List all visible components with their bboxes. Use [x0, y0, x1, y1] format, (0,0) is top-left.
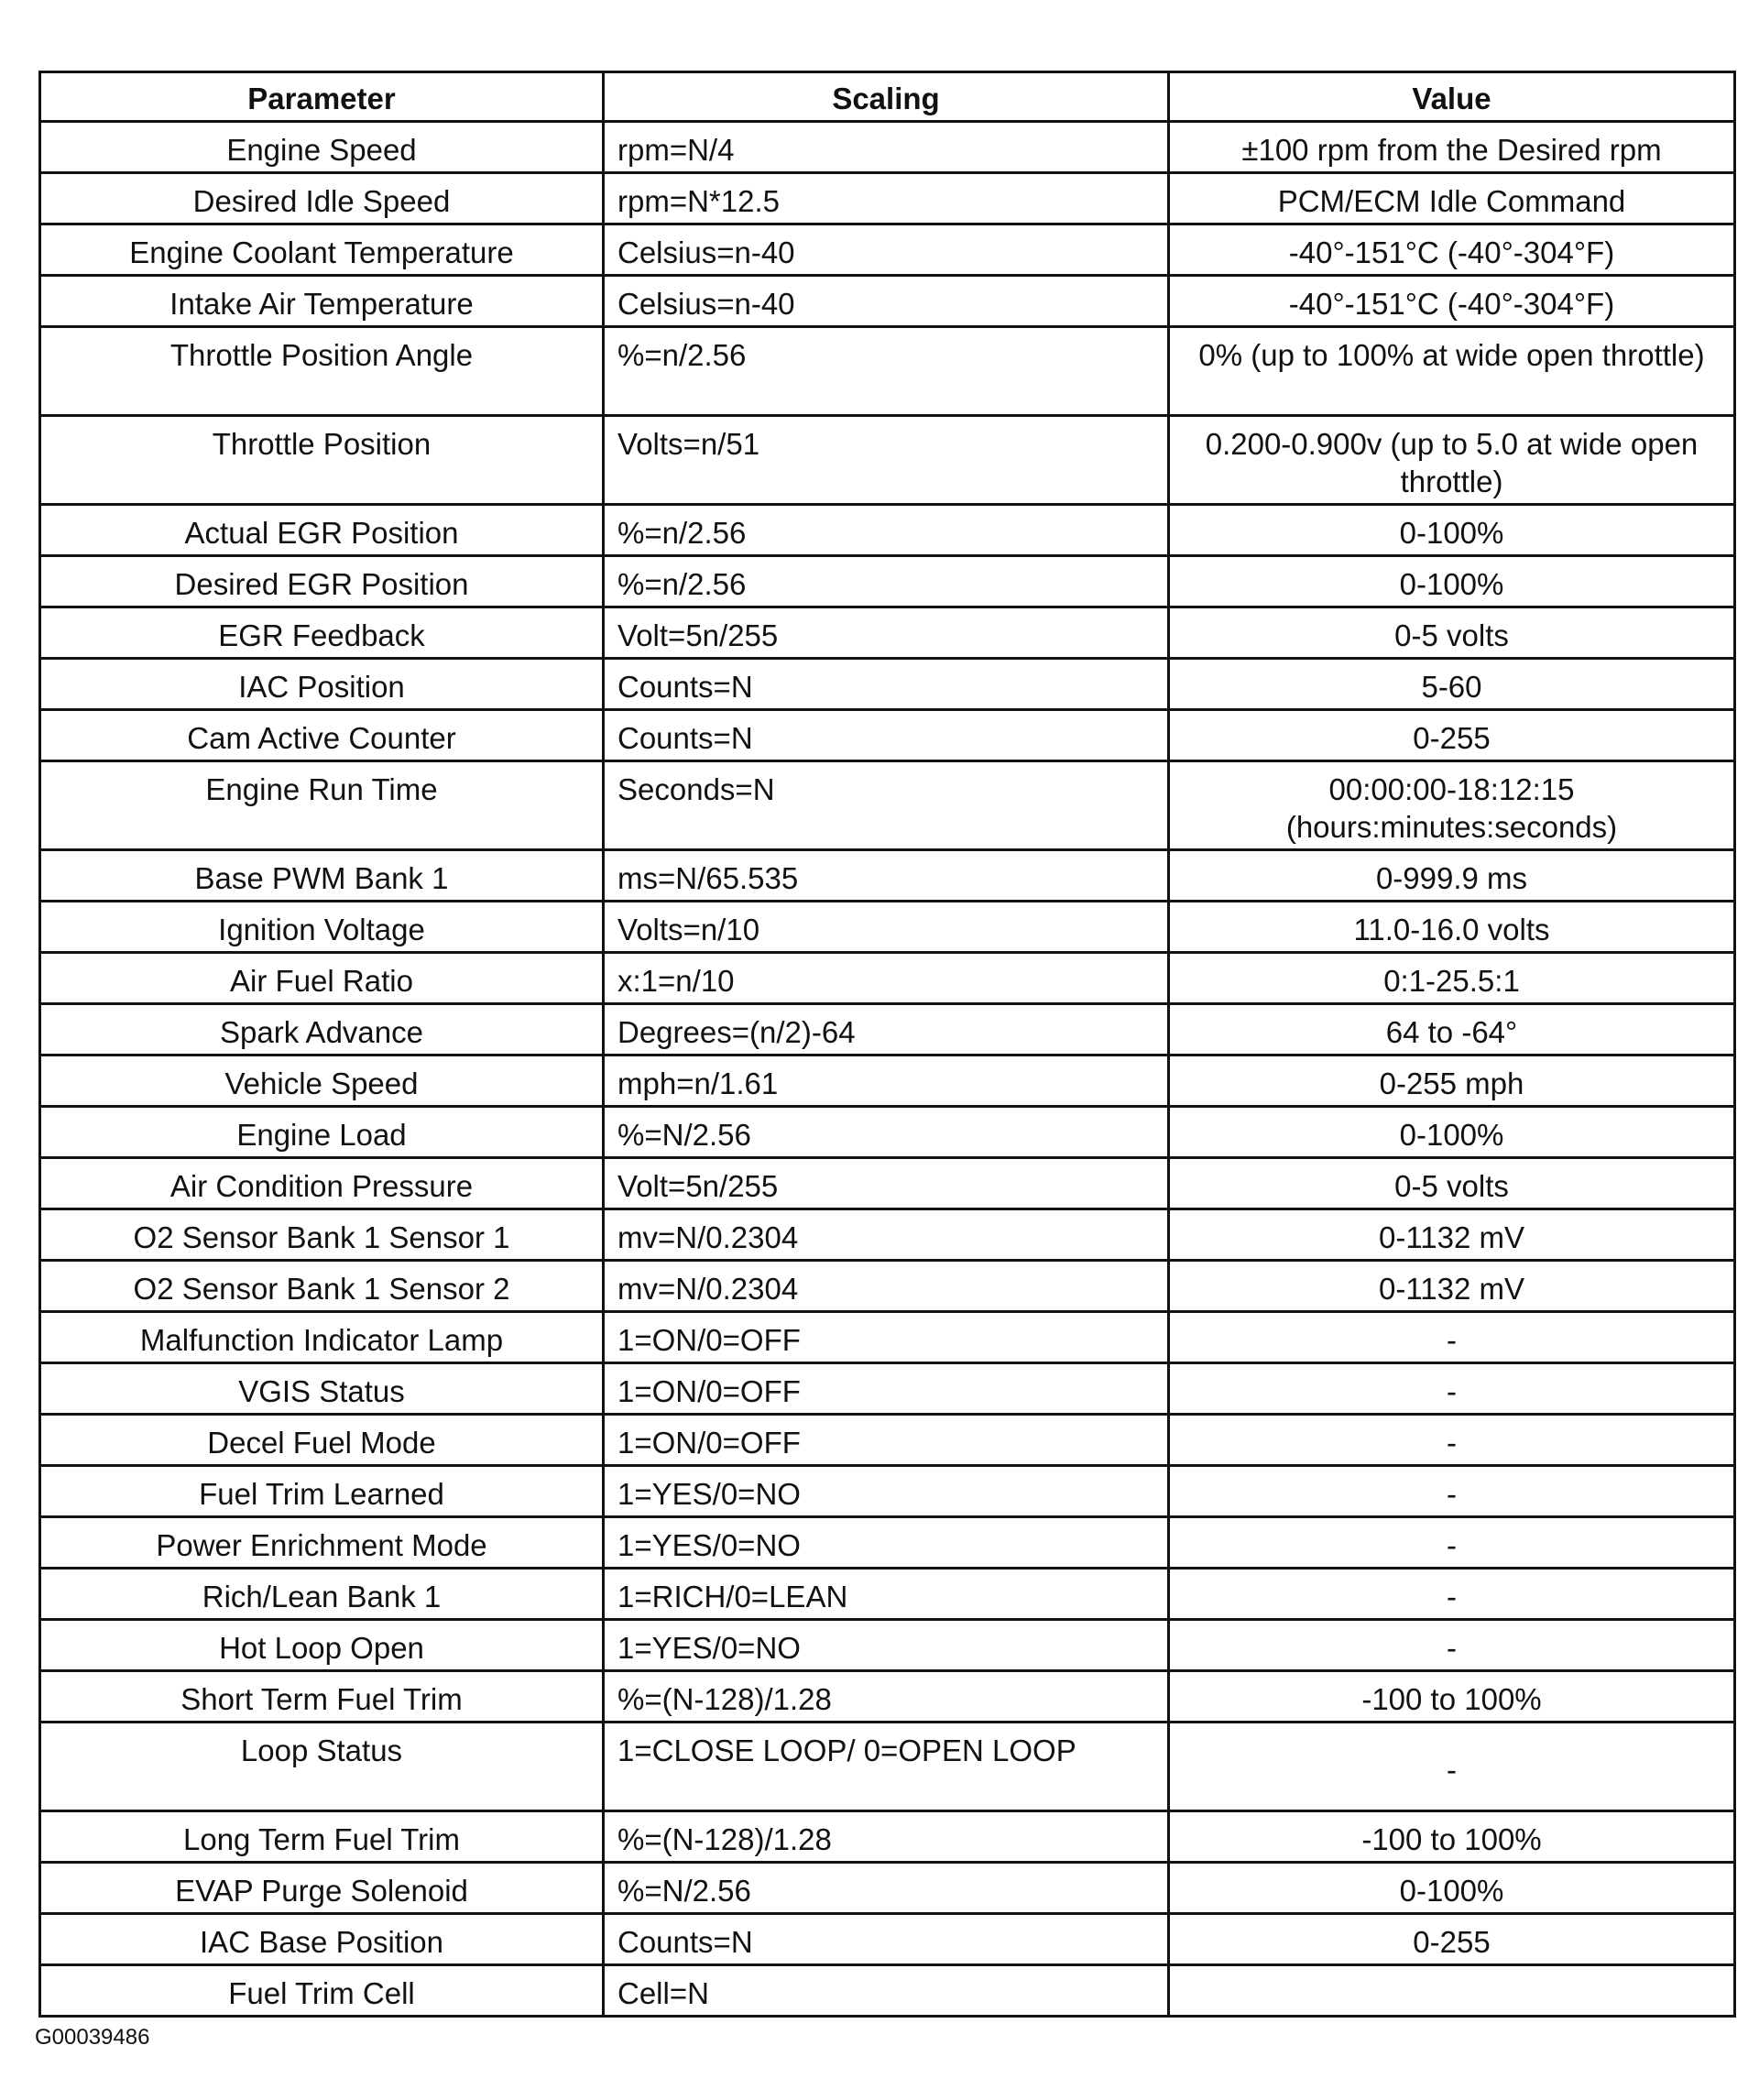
cell-parameter: Loop Status: [40, 1723, 604, 1811]
cell-value: 0-1132 mV: [1169, 1261, 1735, 1312]
cell-scaling: %=n/2.56: [604, 505, 1169, 556]
table-row: [40, 1004, 1735, 1055]
table-row: [40, 1158, 1735, 1209]
header-scaling: Scaling: [604, 72, 1169, 122]
table-row: [40, 902, 1735, 953]
cell-parameter: Engine Run Time: [40, 761, 604, 850]
cell-parameter: Base PWM Bank 1: [40, 850, 604, 902]
cell-parameter: Long Term Fuel Trim: [40, 1811, 604, 1863]
cell-value: -: [1169, 1620, 1735, 1671]
table-row: [40, 556, 1735, 607]
table-row: [40, 224, 1735, 276]
cell-value: 0-1132 mV: [1169, 1209, 1735, 1261]
cell-parameter: Desired Idle Speed: [40, 173, 604, 224]
cell-value: 5-60: [1169, 659, 1735, 710]
cell-value: 0% (up to 100% at wide open throttle): [1169, 327, 1735, 416]
cell-value: [1169, 1965, 1735, 2017]
table-row: [40, 1863, 1735, 1914]
cell-parameter: Fuel Trim Cell: [40, 1965, 604, 2017]
table-row: [40, 1723, 1735, 1811]
cell-scaling: ms=N/65.535: [604, 850, 1169, 902]
cell-scaling: 1=ON/0=OFF: [604, 1415, 1169, 1466]
cell-value: ±100 rpm from the Desired rpm: [1169, 122, 1735, 173]
cell-scaling: mph=n/1.61: [604, 1055, 1169, 1107]
cell-parameter: Rich/Lean Bank 1: [40, 1569, 604, 1620]
cell-scaling: Counts=N: [604, 1914, 1169, 1965]
cell-parameter: VGIS Status: [40, 1363, 604, 1415]
cell-scaling: mv=N/0.2304: [604, 1209, 1169, 1261]
table-row: [40, 1914, 1735, 1965]
cell-value: PCM/ECM Idle Command: [1169, 173, 1735, 224]
cell-parameter: O2 Sensor Bank 1 Sensor 1: [40, 1209, 604, 1261]
cell-value: -: [1169, 1517, 1735, 1569]
cell-value: 11.0-16.0 volts: [1169, 902, 1735, 953]
cell-scaling: Counts=N: [604, 710, 1169, 761]
cell-parameter: Throttle Position Angle: [40, 327, 604, 416]
cell-value: 0-100%: [1169, 505, 1735, 556]
table-row: [40, 122, 1735, 173]
table-row: [40, 761, 1735, 850]
table-row: [40, 1209, 1735, 1261]
cell-scaling: Volts=n/51: [604, 416, 1169, 505]
cell-value: 0-100%: [1169, 1107, 1735, 1158]
cell-scaling: mv=N/0.2304: [604, 1261, 1169, 1312]
table-row: [40, 173, 1735, 224]
cell-parameter: Throttle Position: [40, 416, 604, 505]
cell-parameter: IAC Base Position: [40, 1914, 604, 1965]
cell-scaling: Volt=5n/255: [604, 607, 1169, 659]
table-row: [40, 416, 1735, 505]
cell-value: 64 to -64°: [1169, 1004, 1735, 1055]
table-row: [40, 1415, 1735, 1466]
cell-parameter: Malfunction Indicator Lamp: [40, 1312, 604, 1363]
cell-parameter: Short Term Fuel Trim: [40, 1671, 604, 1723]
table-row: [40, 1261, 1735, 1312]
table-row: [40, 953, 1735, 1004]
table-row: [40, 1620, 1735, 1671]
cell-value: -40°-151°C (-40°-304°F): [1169, 276, 1735, 327]
cell-value: 0-5 volts: [1169, 1158, 1735, 1209]
table-row: [40, 1671, 1735, 1723]
cell-parameter: Engine Speed: [40, 122, 604, 173]
cell-value: -100 to 100%: [1169, 1671, 1735, 1723]
cell-parameter: EVAP Purge Solenoid: [40, 1863, 604, 1914]
cell-scaling: Degrees=(n/2)-64: [604, 1004, 1169, 1055]
cell-scaling: Celsius=n-40: [604, 276, 1169, 327]
table-row: [40, 1055, 1735, 1107]
cell-scaling: Seconds=N: [604, 761, 1169, 850]
cell-value: -: [1169, 1363, 1735, 1415]
cell-scaling: x:1=n/10: [604, 953, 1169, 1004]
cell-scaling: 1=RICH/0=LEAN: [604, 1569, 1169, 1620]
cell-parameter: Air Condition Pressure: [40, 1158, 604, 1209]
cell-value: 0-100%: [1169, 1863, 1735, 1914]
cell-value: -: [1169, 1466, 1735, 1517]
cell-parameter: Engine Coolant Temperature: [40, 224, 604, 276]
header-parameter: Parameter: [40, 72, 604, 122]
parameter-table: [38, 71, 1736, 2018]
table-row: [40, 327, 1735, 416]
cell-parameter: Hot Loop Open: [40, 1620, 604, 1671]
table-header-row: [40, 72, 1735, 122]
table-row: [40, 1517, 1735, 1569]
cell-parameter: Cam Active Counter: [40, 710, 604, 761]
cell-scaling: %=(N-128)/1.28: [604, 1671, 1169, 1723]
table-row: [40, 1312, 1735, 1363]
table-row: [40, 1107, 1735, 1158]
cell-value: -: [1169, 1415, 1735, 1466]
figure-id: G00039486: [35, 2025, 150, 2050]
cell-value: -: [1169, 1312, 1735, 1363]
cell-scaling: rpm=N*12.5: [604, 173, 1169, 224]
cell-parameter: IAC Position: [40, 659, 604, 710]
cell-value: 0-255 mph: [1169, 1055, 1735, 1107]
cell-parameter: Engine Load: [40, 1107, 604, 1158]
cell-value: 0-255: [1169, 1914, 1735, 1965]
cell-scaling: Volts=n/10: [604, 902, 1169, 953]
header-value: Value: [1169, 72, 1735, 122]
cell-scaling: Counts=N: [604, 659, 1169, 710]
table-row: [40, 659, 1735, 710]
cell-scaling: 1=ON/0=OFF: [604, 1363, 1169, 1415]
cell-scaling: %=n/2.56: [604, 556, 1169, 607]
cell-value: 0-255: [1169, 710, 1735, 761]
cell-scaling: %=n/2.56: [604, 327, 1169, 416]
cell-scaling: %=(N-128)/1.28: [604, 1811, 1169, 1863]
table-row: [40, 850, 1735, 902]
cell-parameter: Desired EGR Position: [40, 556, 604, 607]
cell-value: 0-100%: [1169, 556, 1735, 607]
cell-parameter: Ignition Voltage: [40, 902, 604, 953]
cell-parameter: Actual EGR Position: [40, 505, 604, 556]
cell-scaling: rpm=N/4: [604, 122, 1169, 173]
cell-parameter: Power Enrichment Mode: [40, 1517, 604, 1569]
cell-scaling: %=N/2.56: [604, 1107, 1169, 1158]
table-row: [40, 1466, 1735, 1517]
cell-parameter: Air Fuel Ratio: [40, 953, 604, 1004]
cell-value: 0-5 volts: [1169, 607, 1735, 659]
cell-scaling: 1=ON/0=OFF: [604, 1312, 1169, 1363]
cell-parameter: Decel Fuel Mode: [40, 1415, 604, 1466]
cell-scaling: Celsius=n-40: [604, 224, 1169, 276]
table-row: [40, 607, 1735, 659]
cell-scaling: 1=YES/0=NO: [604, 1466, 1169, 1517]
cell-value: -: [1169, 1569, 1735, 1620]
table-body: [40, 122, 1735, 2017]
cell-scaling: 1=YES/0=NO: [604, 1620, 1169, 1671]
cell-scaling: Volt=5n/255: [604, 1158, 1169, 1209]
cell-parameter: O2 Sensor Bank 1 Sensor 2: [40, 1261, 604, 1312]
cell-parameter: Vehicle Speed: [40, 1055, 604, 1107]
cell-value: 0-999.9 ms: [1169, 850, 1735, 902]
cell-value: 0:1-25.5:1: [1169, 953, 1735, 1004]
table-row: [40, 276, 1735, 327]
cell-value: -40°-151°C (-40°-304°F): [1169, 224, 1735, 276]
table-row: [40, 505, 1735, 556]
cell-value: 00:00:00-18:12:15 (hours:minutes:seconds): [1169, 761, 1735, 850]
cell-parameter: EGR Feedback: [40, 607, 604, 659]
table-row: [40, 1569, 1735, 1620]
table-row: [40, 710, 1735, 761]
cell-parameter: Intake Air Temperature: [40, 276, 604, 327]
cell-parameter: Spark Advance: [40, 1004, 604, 1055]
cell-value: 0.200-0.900v (up to 5.0 at wide open throttle): [1169, 416, 1735, 505]
cell-scaling: Cell=N: [604, 1965, 1169, 2017]
cell-scaling: 1=YES/0=NO: [604, 1517, 1169, 1569]
cell-value: -100 to 100%: [1169, 1811, 1735, 1863]
table-row: [40, 1965, 1735, 2017]
cell-parameter: Fuel Trim Learned: [40, 1466, 604, 1517]
table-row: [40, 1811, 1735, 1863]
cell-scaling: %=N/2.56: [604, 1863, 1169, 1914]
table-row: [40, 1363, 1735, 1415]
cell-value: -: [1169, 1723, 1735, 1811]
cell-scaling: 1=CLOSE LOOP/ 0=OPEN LOOP: [604, 1723, 1169, 1811]
